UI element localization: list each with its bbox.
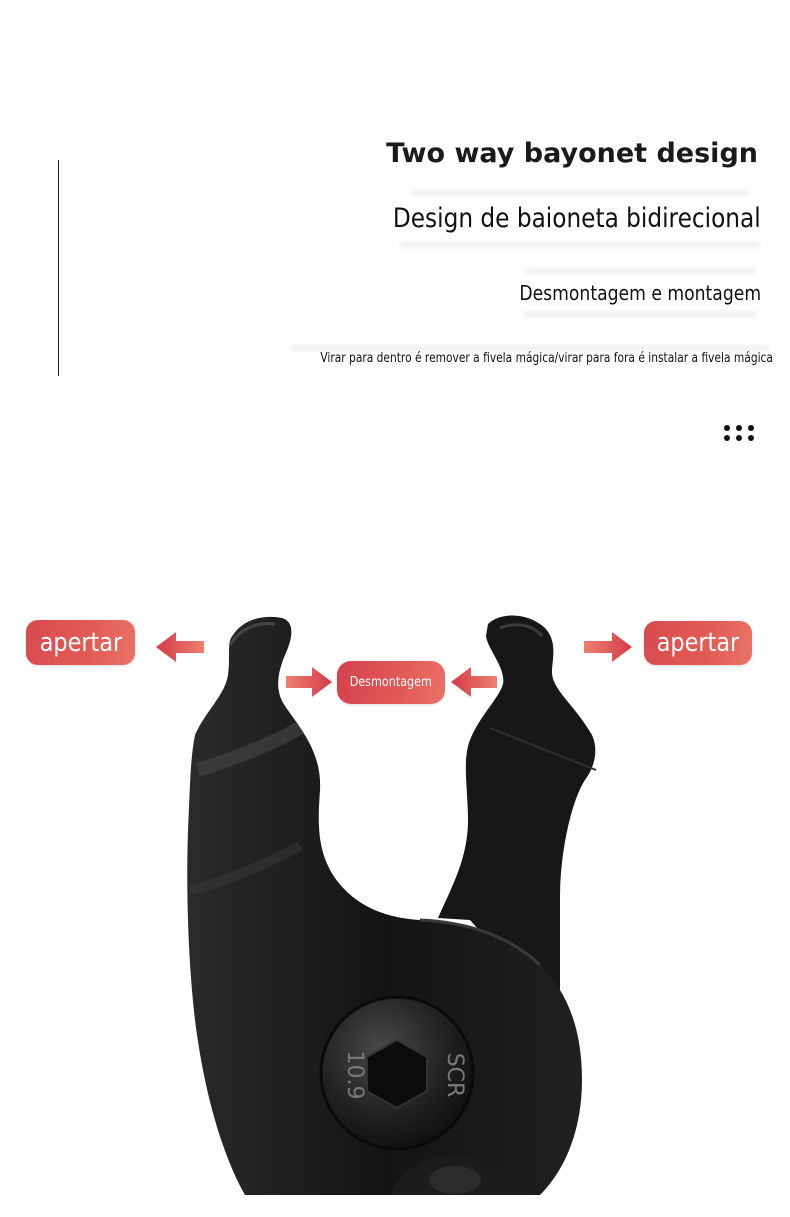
dots-grid-icon (724, 425, 758, 443)
heading-portuguese: Design de baioneta bidirecional (393, 203, 761, 234)
arrow-icon-mid-right (451, 667, 497, 697)
bolt-marking-left: 10.9 (342, 1050, 367, 1100)
description: Virar para dentro é remover a fivela mágica/virar para fora é instalar a fivela mágica (320, 351, 773, 366)
ghost-text-line (522, 311, 758, 317)
arrow-icon-right (584, 632, 632, 662)
bolt-marking-right: SCR (442, 1052, 467, 1098)
heading-english: Two way bayonet design (386, 138, 758, 169)
label-apertar-right (644, 621, 752, 665)
ghost-text-line (410, 190, 750, 196)
vertical-divider-line (58, 160, 59, 376)
label-apertar-left (26, 620, 135, 665)
label-desmontagem-text: Desmontagem (349, 675, 433, 690)
arrow-icon-left (156, 632, 204, 662)
subheading: Desmontagem e montagem (519, 281, 761, 305)
label-desmontagem (337, 661, 445, 704)
label-apertar-left-text: apertar (39, 627, 122, 658)
arrow-icon-mid-left (286, 667, 332, 697)
ghost-text-line (525, 268, 757, 274)
label-apertar-right-text: apertar (656, 628, 740, 658)
ghost-text-line (400, 242, 760, 248)
